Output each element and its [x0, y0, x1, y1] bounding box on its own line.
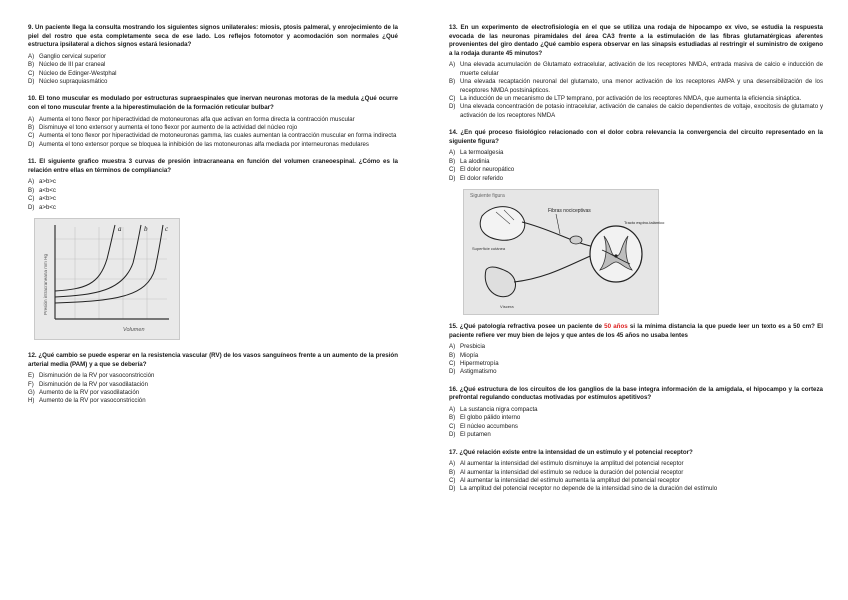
- option[interactable]: B) a<b<c: [28, 186, 56, 194]
- curve-label-c: c: [165, 225, 169, 234]
- option[interactable]: D) Astigmatismo: [449, 368, 497, 376]
- options-17: [449, 460, 823, 494]
- option[interactable]: A) La sustancia nigra compacta: [449, 406, 538, 414]
- option[interactable]: B) El globo pálido interno: [449, 414, 521, 422]
- options-13: [449, 61, 823, 120]
- option[interactable]: A) Presbicia: [449, 343, 486, 351]
- option[interactable]: C) Aumenta el tono flexor por hiperactividad de motoneuronas gamma, las cuales aumentan la contracción muscular en forma indirecta: [28, 132, 397, 140]
- x-axis-label: Volumen: [123, 327, 145, 334]
- option[interactable]: D) El putamen: [449, 431, 491, 439]
- option[interactable]: D) La amplitud del potencial receptor no depende de la intensidad sino de la duración del estímulo: [449, 485, 718, 493]
- curve-label-a: a: [118, 225, 122, 234]
- options-9: [28, 53, 398, 87]
- option[interactable]: A) Al aumentar la intensidad del estímulo disminuye la amplitud del potencial receptor: [449, 460, 684, 468]
- option[interactable]: B) Núcleo de III par craneal: [28, 61, 106, 69]
- y-axis-label: Presión intracraneana mm Hg: [43, 254, 48, 316]
- icp-volume-graph: [35, 219, 179, 339]
- surface-label: Superficie cutánea: [472, 246, 506, 252]
- spinal-cord: [590, 226, 642, 282]
- option[interactable]: F) Disminución de la RV por vasodilatación: [28, 380, 148, 388]
- option[interactable]: H) Aumento de la RV por vasoconstricción: [28, 397, 146, 405]
- referred-pain-figure: [463, 189, 665, 315]
- skin-surface: [480, 207, 525, 241]
- option[interactable]: C) La inducción de un mecanismo de LTP temprano, por activación de los receptores NMDA, que aumenta la eficiencia sináptica.: [449, 95, 802, 102]
- question-13: 13. En un experimento de electrofisiología en el que se utiliza una rodaja de hipocampo ex vivo, se estudia la respuesta evocada de las neuronas piramidales del área CA3 frente a la estimulación de las fibras glutamatérgicas aferentes provenientes del giro dentado ¿Qué cambio espera observar en las sinapsis estudiadas al restringir el suministro de oxígeno a la rodaja durante 45 minutos?: [449, 24, 823, 57]
- question-9: 9. Un paciente llega la consulta mostrando los siguientes signos unilaterales: miosis, ptosis palmeral, y enrojecimiento de la piel del rostro que esta completamente seca de ese lado. Los reflejos fotomotor y acomodación son normales ¿Qué estructura ipsilateral a dichos signos estará lesionada?: [28, 24, 398, 49]
- options-14: [449, 149, 823, 183]
- options-12: [28, 372, 398, 406]
- option[interactable]: D) a>b<c: [28, 203, 56, 211]
- question-12: 12. ¿Qué cambio se puede esperar en la resistencia vascular (RV) de los vasos sanguíneos frente a un aumento de la presión arterial media (PAM) y a que se debería?: [28, 352, 398, 368]
- option[interactable]: A) Ganglio cervical superior: [28, 52, 107, 60]
- option[interactable]: B) Al aumentar la intensidad del estímulo se reduce la duración del potencial receptor: [449, 468, 684, 476]
- tract-label: Tracto espino-talámico: [624, 220, 665, 226]
- curve-label-b: b: [144, 225, 148, 234]
- options-16: [449, 406, 823, 440]
- option[interactable]: D) Aumenta el tono extensor porque se bloquea la inhibición de las motoneuronas alfa mediada por interneuronas medulares: [28, 140, 369, 148]
- question-11: 11. El siguiente grafico muestra 3 curvas de presión intracraneana en función del volumen craneoespinal. ¿Cómo es la relación entre ellas en términos de compliancia?: [28, 158, 398, 174]
- options-15: [449, 343, 823, 377]
- options-11: [28, 178, 398, 212]
- option[interactable]: C) Núcleo de Edinger-Westphal: [28, 69, 117, 77]
- options-10: [28, 116, 398, 150]
- option[interactable]: A) Una elevada acumulación de Glutamato extracelular, activación de los receptores NMDA, entrada masiva de calcio e inducción de muerte celular: [449, 61, 823, 77]
- question-15: 15. ¿Qué patología refractiva posee un paciente de 50 años si la mínima distancia la que puede leer un texto es a 50 cm? El paciente refiere ver muy bien de lejos y que antes de los 45 años no usaba lentes: [449, 323, 824, 339]
- highlight-age: 50 años: [604, 323, 628, 331]
- option[interactable]: C) El dolor neuropático: [449, 166, 515, 174]
- question-10: 10. El tono muscular es modulado por estructuras supraespinales que inervan neuronas motoras de la medula ¿Qué ocurre con el tono muscular frente a la hiperestimulación de la formación reticular bulbar?: [28, 95, 398, 111]
- left-column: [28, 24, 398, 415]
- icp-volume-figure: [34, 218, 180, 340]
- dorsal-root-ganglion: [570, 236, 582, 244]
- right-column: [449, 24, 823, 503]
- option[interactable]: D) Una elevada concentración de potasio intracelular, activación de canales de calcio dependientes de voltaje, exocitosis de glutamato y activación de los receptores NMDA: [449, 103, 823, 119]
- question-14: 14. ¿En qué proceso fisiológico relacionado con el dolor cobra relevancia la convergencia del circuito representado en la siguiente figura?: [449, 129, 823, 145]
- option[interactable]: C) Al aumentar la intensidad del estímulo aumenta la amplitud del potencial receptor: [449, 477, 680, 485]
- question-17: 17. ¿Qué relación existe entre la intensidad de un estímulo y el potencial receptor?: [449, 448, 693, 456]
- option[interactable]: B) Una elevada recaptación neuronal del glutamato, una menor activación de los receptores AMPA y una desensibilización de los receptores NMDA postsinápticos.: [449, 78, 823, 94]
- option[interactable]: B) La alodinia: [449, 157, 490, 165]
- option[interactable]: B) Disminuye el tono extensor y aumenta el tono flexor por aumento de la actividad del núcleo rojo: [28, 124, 298, 131]
- option[interactable]: A) Aumenta el tono flexor por hiperactividad de motoneuronas alfa que activan en forma directa la contracción muscular: [28, 115, 355, 123]
- option[interactable]: C) Hipermetropía: [449, 360, 499, 368]
- option[interactable]: C) El núcleo accumbens: [449, 422, 518, 430]
- option[interactable]: C) a<b>c: [28, 195, 56, 203]
- option[interactable]: B) Miopía: [449, 351, 479, 359]
- option[interactable]: E) Disminución de la RV por vasoconstricción: [28, 372, 155, 380]
- referred-pain-diagram: [464, 190, 665, 314]
- option[interactable]: A) La termoalgesia: [449, 149, 504, 157]
- option[interactable]: G) Aumento de la RV por vasodilatación: [28, 389, 140, 397]
- option[interactable]: D) El dolor referido: [449, 174, 504, 182]
- fibers-label: Fibras nociceptivas: [548, 208, 591, 215]
- viscera-label: Víscera: [500, 304, 514, 310]
- option[interactable]: A) a>b>c: [28, 178, 56, 186]
- option[interactable]: D) Núcleo supraquiasmático: [28, 78, 108, 85]
- question-16: 16. ¿Qué estructura de los circuitos de los ganglios de la base integra información de la amígdala, el hipocampo y la corteza prefrontal regulando conductas motivadas por estímulos apetitivos?: [449, 385, 823, 402]
- figure-caption: Siguiente figura: [470, 193, 505, 200]
